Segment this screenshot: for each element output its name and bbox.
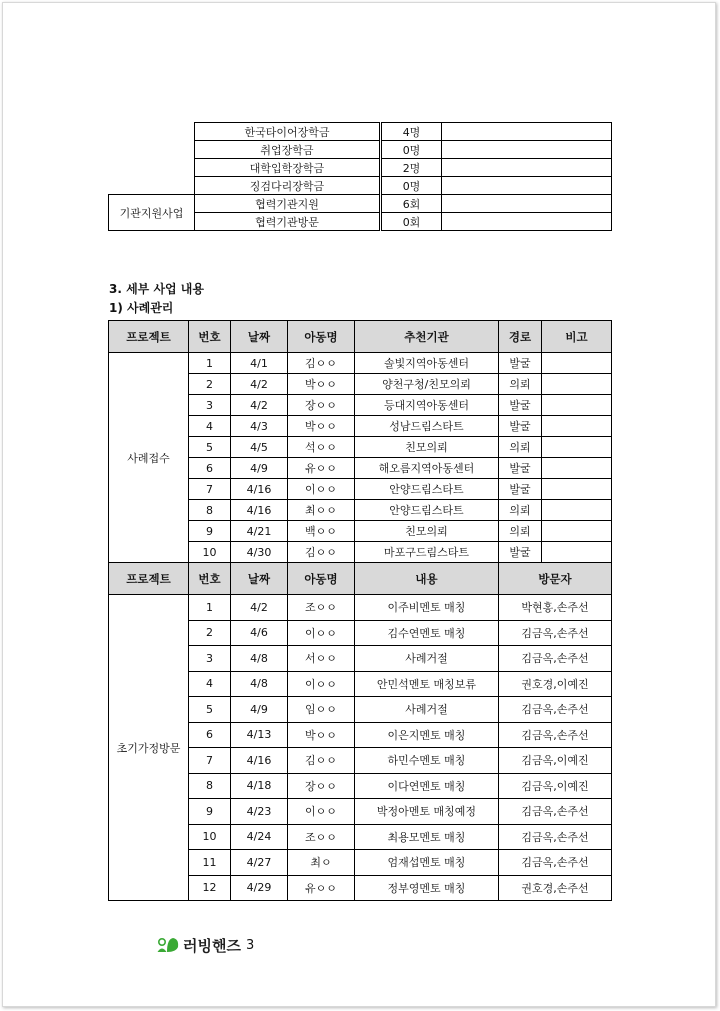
row-route: 의뢰 (499, 521, 542, 542)
case-management-table (108, 320, 612, 901)
row-date: 4/5 (231, 437, 288, 458)
row-date: 4/21 (231, 521, 288, 542)
group-label-cell: 기관지원사업 (109, 195, 195, 231)
row-date: 4/8 (231, 671, 288, 697)
row-referral-org: 안양드림스타트 (355, 500, 499, 521)
item-cell: 한국타이어장학금 (195, 123, 381, 141)
item-cell: 협력기관지원 (195, 195, 381, 213)
value-cell: 0명 (381, 177, 442, 195)
blank-cell (442, 159, 612, 177)
project-group-label: 사례접수 (109, 353, 189, 563)
row-referral-org: 솔빛지역아동센터 (355, 353, 499, 374)
row-child-name: 백ㅇㅇ (288, 521, 355, 542)
row-number: 8 (189, 773, 231, 799)
visit-rows (109, 595, 612, 901)
row-remarks (542, 479, 612, 500)
row-date: 4/6 (231, 620, 288, 646)
row-content: 엄재섭멘토 매칭 (355, 850, 499, 876)
row-referral-org: 마포구드림스타트 (355, 542, 499, 563)
row-content: 이다연멘토 매칭 (355, 773, 499, 799)
row-number: 3 (189, 395, 231, 416)
row-date: 4/1 (231, 353, 288, 374)
row-referral-org: 양천구청/친모의뢰 (355, 374, 499, 395)
header-date: 날짜 (231, 563, 288, 595)
row-referral-org: 친모의뢰 (355, 521, 499, 542)
row-remarks (542, 374, 612, 395)
row-remarks (542, 395, 612, 416)
project-group-label: 초기가정방문 (109, 595, 189, 901)
header-child-name: 아동명 (288, 563, 355, 595)
row-child-name: 유ㅇㅇ (288, 458, 355, 479)
row-date: 4/3 (231, 416, 288, 437)
row-child-name: 최ㅇㅇ (288, 500, 355, 521)
section-subheading: 1) 사례관리 (109, 301, 174, 315)
row-route: 의뢰 (499, 500, 542, 521)
row-number: 1 (189, 595, 231, 621)
row-number: 7 (189, 479, 231, 500)
row-number: 10 (189, 542, 231, 563)
page-number: 3 (245, 937, 255, 953)
row-route: 발굴 (499, 458, 542, 479)
row-route: 발굴 (499, 395, 542, 416)
row-child-name: 이ㅇㅇ (288, 799, 355, 825)
row-child-name: 장ㅇㅇ (288, 773, 355, 799)
row-child-name: 조ㅇㅇ (288, 595, 355, 621)
row-visitor: 김금옥,손주선 (499, 722, 612, 748)
row-visitor: 김금옥,손주선 (499, 697, 612, 723)
row-content: 하민수멘토 매칭 (355, 748, 499, 774)
row-referral-org: 해오름지역아동센터 (355, 458, 499, 479)
row-content: 최용모멘토 매칭 (355, 824, 499, 850)
header-child-name: 아동명 (288, 321, 355, 353)
row-child-name: 장ㅇㅇ (288, 395, 355, 416)
row-child-name: 임ㅇㅇ (288, 697, 355, 723)
row-remarks (542, 437, 612, 458)
row-number: 8 (189, 500, 231, 521)
row-child-name: 이ㅇㅇ (288, 620, 355, 646)
blank-cell (442, 141, 612, 159)
row-child-name: 석ㅇㅇ (288, 437, 355, 458)
intake-header-row (109, 321, 612, 353)
row-number: 9 (189, 799, 231, 825)
row-number: 6 (189, 722, 231, 748)
table-row (109, 195, 612, 213)
row-child-name: 김ㅇㅇ (288, 542, 355, 563)
row-content: 사례거절 (355, 697, 499, 723)
row-number: 11 (189, 850, 231, 876)
group-cell-empty (109, 123, 195, 195)
row-remarks (542, 521, 612, 542)
row-date: 4/18 (231, 773, 288, 799)
row-number: 5 (189, 437, 231, 458)
row-child-name: 최ㅇ (288, 850, 355, 876)
page-footer (156, 934, 254, 956)
row-number: 9 (189, 521, 231, 542)
row-number: 6 (189, 458, 231, 479)
row-date: 4/9 (231, 697, 288, 723)
row-date: 4/23 (231, 799, 288, 825)
support-summary-table (108, 122, 612, 231)
header-number: 번호 (189, 321, 231, 353)
row-visitor: 권호경,손주선 (499, 875, 612, 901)
section-heading: 3. 세부 사업 내용 (109, 282, 204, 296)
row-visitor: 김금옥,이예진 (499, 748, 612, 774)
row-number: 5 (189, 697, 231, 723)
header-route: 경로 (499, 321, 542, 353)
row-route: 발굴 (499, 416, 542, 437)
blank-cell (442, 213, 612, 231)
row-visitor: 김금옥,손주선 (499, 850, 612, 876)
row-child-name: 박ㅇㅇ (288, 722, 355, 748)
blank-cell (442, 123, 612, 141)
header-date: 날짜 (231, 321, 288, 353)
row-date: 4/9 (231, 458, 288, 479)
row-route: 발굴 (499, 542, 542, 563)
row-remarks (542, 458, 612, 479)
row-visitor: 박현홍,손주선 (499, 595, 612, 621)
row-child-name: 이ㅇㅇ (288, 479, 355, 500)
item-cell: 취업장학금 (195, 141, 381, 159)
item-cell: 협력기관방문 (195, 213, 381, 231)
heart-hands-logo-icon (156, 935, 180, 955)
row-content: 이은지멘토 매칭 (355, 722, 499, 748)
visit-row (109, 595, 612, 621)
row-number: 1 (189, 353, 231, 374)
row-child-name: 박ㅇㅇ (288, 416, 355, 437)
row-visitor: 김금옥,손주선 (499, 824, 612, 850)
value-cell: 6회 (381, 195, 442, 213)
row-date: 4/13 (231, 722, 288, 748)
row-date: 4/16 (231, 479, 288, 500)
row-remarks (542, 542, 612, 563)
row-number: 4 (189, 416, 231, 437)
row-content: 안민석멘토 매칭보류 (355, 671, 499, 697)
row-visitor: 김금옥,이예진 (499, 773, 612, 799)
row-content: 정부영멘토 매칭 (355, 875, 499, 901)
header-project: 프로젝트 (109, 321, 189, 353)
row-date: 4/27 (231, 850, 288, 876)
header-content: 내용 (355, 563, 499, 595)
row-date: 4/2 (231, 395, 288, 416)
row-route: 발굴 (499, 353, 542, 374)
intake-rows (109, 353, 612, 563)
row-child-name: 김ㅇㅇ (288, 353, 355, 374)
row-content: 이주비멘토 매칭 (355, 595, 499, 621)
row-date: 4/8 (231, 646, 288, 672)
header-remarks: 비고 (542, 321, 612, 353)
row-number: 12 (189, 875, 231, 901)
row-content: 박정아멘토 매칭예정 (355, 799, 499, 825)
row-date: 4/24 (231, 824, 288, 850)
row-remarks (542, 353, 612, 374)
table-row (109, 123, 612, 141)
row-number: 10 (189, 824, 231, 850)
row-content: 김수연멘토 매칭 (355, 620, 499, 646)
row-child-name: 김ㅇㅇ (288, 748, 355, 774)
row-number: 4 (189, 671, 231, 697)
header-number: 번호 (189, 563, 231, 595)
row-visitor: 김금옥,손주선 (499, 646, 612, 672)
item-cell: 대학입학장학금 (195, 159, 381, 177)
row-visitor: 김금옥,손주선 (499, 620, 612, 646)
header-project: 프로젝트 (109, 563, 189, 595)
value-cell: 0회 (381, 213, 442, 231)
row-date: 4/30 (231, 542, 288, 563)
row-child-name: 조ㅇㅇ (288, 824, 355, 850)
value-cell: 0명 (381, 141, 442, 159)
visits-header-row (109, 563, 612, 595)
row-child-name: 서ㅇㅇ (288, 646, 355, 672)
blank-cell (442, 195, 612, 213)
brand-name: 러빙핸즈 (183, 936, 241, 955)
row-date: 4/2 (231, 374, 288, 395)
blank-cell (442, 177, 612, 195)
row-number: 2 (189, 374, 231, 395)
row-referral-org: 등대지역아동센터 (355, 395, 499, 416)
row-child-name: 이ㅇㅇ (288, 671, 355, 697)
header-visitor: 방문자 (499, 563, 612, 595)
row-visitor: 권호경,이예진 (499, 671, 612, 697)
row-child-name: 유ㅇㅇ (288, 875, 355, 901)
row-number: 2 (189, 620, 231, 646)
header-referral-org: 추천기관 (355, 321, 499, 353)
row-number: 3 (189, 646, 231, 672)
row-remarks (542, 500, 612, 521)
row-route: 의뢰 (499, 437, 542, 458)
intake-row (109, 353, 612, 374)
row-date: 4/16 (231, 500, 288, 521)
row-visitor: 김금옥,손주선 (499, 799, 612, 825)
value-cell: 2명 (381, 159, 442, 177)
item-cell: 징검다리장학금 (195, 177, 381, 195)
row-date: 4/16 (231, 748, 288, 774)
value-cell: 4명 (381, 123, 442, 141)
row-content: 사례거절 (355, 646, 499, 672)
row-date: 4/29 (231, 875, 288, 901)
row-number: 7 (189, 748, 231, 774)
row-referral-org: 성남드림스타트 (355, 416, 499, 437)
row-referral-org: 친모의뢰 (355, 437, 499, 458)
row-route: 발굴 (499, 479, 542, 500)
row-child-name: 박ㅇㅇ (288, 374, 355, 395)
row-remarks (542, 416, 612, 437)
row-referral-org: 안양드림스타트 (355, 479, 499, 500)
row-route: 의뢰 (499, 374, 542, 395)
row-date: 4/2 (231, 595, 288, 621)
